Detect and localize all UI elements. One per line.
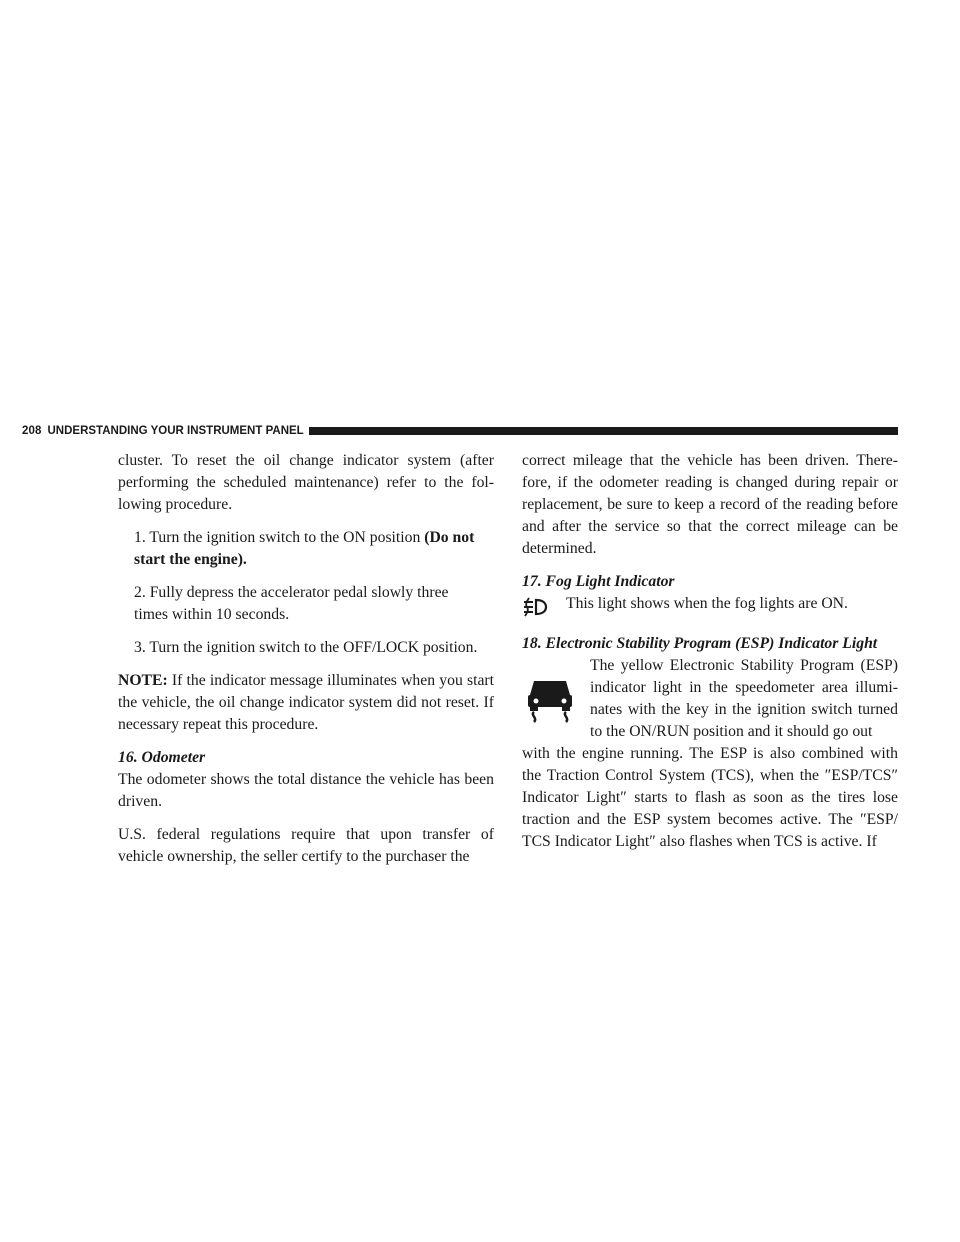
esp-continuation: with the engine running. The ESP is also combined with the Traction Control System (TCS), when the ″ESP/TCS″ Indicator Light″ starts to flash as soon as the tires lose traction and the ESP system becomes active. The ″ESP/ TCS Indicator Light″ also flashes when TCS is active. If xyxy=(522,745,898,850)
step-1-bold-b: start the engine). xyxy=(134,551,247,568)
right-column xyxy=(522,450,898,864)
esp-skid-car-icon xyxy=(526,677,574,723)
step-2 xyxy=(118,582,494,626)
step-2-line-a: 2. Fully depress the accelerator pedal slowly three xyxy=(134,584,449,601)
fog-light-heading: 17. Fog Light Indicator xyxy=(522,573,675,590)
esp-section xyxy=(522,655,898,743)
note-label: NOTE: xyxy=(118,672,168,689)
fog-light-icon xyxy=(522,597,548,617)
section-title: UNDERSTANDING YOUR INSTRUMENT PANEL xyxy=(47,425,304,437)
continuation-paragraph: correct mileage that the vehicle has been driven. There-fore, if the odometer reading is changed during repair or replacement, be sure to keep a record of the reading before and after the service so that the correct mileage can be determined. xyxy=(522,452,898,557)
esp-heading: 18. Electronic Stability Program (ESP) Indicator Light xyxy=(522,635,878,652)
fog-light-text: This light shows when the fog lights are ON. xyxy=(566,595,848,612)
odometer-heading: 16. Odometer xyxy=(118,749,206,766)
step-2-line-b: times within 10 seconds. xyxy=(134,606,290,623)
page-header xyxy=(22,423,898,439)
header-rule xyxy=(309,427,898,435)
step-1-text: 1. Turn the ignition switch to the ON position xyxy=(134,529,425,546)
odometer-paragraph: The odometer shows the total distance the vehicle has been driven. xyxy=(118,771,494,810)
page-number: 208 xyxy=(22,425,42,437)
step-3: 3. Turn the ignition switch to the OFF/LOCK position. xyxy=(134,639,478,656)
esp-text: The yellow Electronic Stability Program (ESP) indicator light in the speedometer area illumi-nates with the key in the ignition switch turned to the ON/RUN position and it should go out xyxy=(590,657,898,740)
note-text: If the indicator message illuminates when you start the vehicle, the oil change indicator system did not reset. If necessary repeat this procedure. xyxy=(118,672,495,733)
intro-paragraph: cluster. To reset the oil change indicator system (after performing the scheduled maintenance) refer to the fol-lowing procedure. xyxy=(118,452,494,513)
fog-light-section xyxy=(522,593,898,615)
note-paragraph xyxy=(118,670,494,736)
step-1 xyxy=(118,527,494,571)
step-1-bold-a: (Do not xyxy=(424,529,475,546)
left-column xyxy=(118,450,494,879)
regulation-paragraph: U.S. federal regulations require that upon transfer of vehicle ownership, the seller certify to the purchaser the xyxy=(118,826,494,865)
